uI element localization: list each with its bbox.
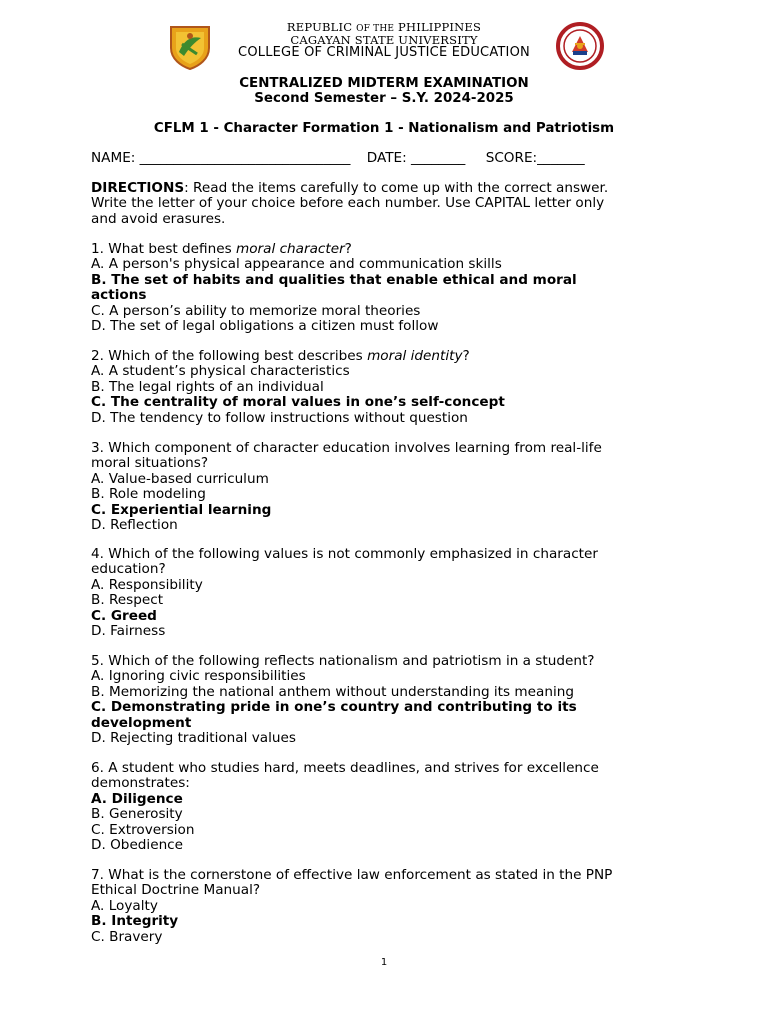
choice-b: B. Role modeling xyxy=(91,486,206,503)
question-1 xyxy=(91,242,691,334)
name-field[interactable]: NAME: _______________________________ xyxy=(91,150,351,166)
date-field[interactable]: DATE: ________ xyxy=(366,150,466,166)
choice-a: A. Loyalty xyxy=(91,897,158,914)
choice-c-answer: C. Experiential learning xyxy=(91,501,272,518)
score-field[interactable]: SCORE:_______ xyxy=(485,150,585,166)
choice-a: A. Responsibility xyxy=(91,576,203,593)
choice-d: D. Rejecting traditional values xyxy=(91,730,296,747)
question-7 xyxy=(91,868,691,945)
question-stem: 6. A student who studies hard, meets deadlines, and strives for excellence xyxy=(91,760,599,776)
question-stem-cont: education? xyxy=(91,561,166,578)
choice-c-answer: C. Demonstrating pride in one’s country and contributing to its xyxy=(91,699,577,716)
choice-c-answer: C. Greed xyxy=(91,607,157,624)
choice-d: D. The tendency to follow instructions without question xyxy=(91,409,468,426)
question-stem: 5. Which of the following reflects nationalism and patriotism in a student? xyxy=(91,653,595,669)
question-stem-cont: Ethical Doctrine Manual? xyxy=(91,882,261,899)
question-stem: 3. Which component of character education involves learning from real-life xyxy=(91,440,602,456)
choice-a: A. Ignoring civic responsibilities xyxy=(91,668,306,685)
university-name: CAGAYAN STATE UNIVERSITY xyxy=(290,33,478,47)
question-3 xyxy=(91,441,691,533)
college-name: COLLEGE OF CRIMINAL JUSTICE EDUCATION xyxy=(238,45,530,60)
student-info-row xyxy=(91,150,585,166)
question-5 xyxy=(91,654,691,746)
choice-a: A. Value-based curriculum xyxy=(91,470,269,487)
choice-b: B. Generosity xyxy=(91,806,183,823)
choice-d: D. Obedience xyxy=(91,837,184,854)
question-stem: 2. Which of the following best describes moral identity? xyxy=(91,348,470,364)
choice-a: A. A student’s physical characteristics xyxy=(91,363,350,380)
course-title: CFLM 1 - Character Formation 1 - Nationalism and Patriotism xyxy=(153,121,615,136)
directions: DIRECTIONS: Read the items carefully to come up with the correct answer. Write the letter of your choice before each number. Use CAPITAL letter only and avoid erasures. xyxy=(91,180,609,227)
choice-d: D. Fairness xyxy=(91,623,166,640)
directions-label: DIRECTIONS xyxy=(91,180,185,196)
choice-b: B. The legal rights of an individual xyxy=(91,378,324,395)
choice-b-answer: B. Integrity xyxy=(91,913,179,930)
choice-b-answer: B. The set of habits and qualities that enable ethical and moral xyxy=(91,271,577,288)
question-stem: 7. What is the cornerstone of effective law enforcement as stated in the PNP xyxy=(91,867,613,883)
exam-title: CENTRALIZED MIDTERM EXAMINATION xyxy=(239,76,529,91)
choice-c-answer: C. The centrality of moral values in one’s self-concept xyxy=(91,394,505,411)
question-stem-cont: moral situations? xyxy=(91,455,209,472)
republic-line: REPUBLIC OF THE PHILIPPINES xyxy=(286,20,482,34)
choice-c-answer-cont: development xyxy=(91,714,192,731)
choice-c: C. A person’s ability to memorize moral theories xyxy=(91,302,421,319)
question-stem: 1. What best defines moral character? xyxy=(91,241,352,257)
page-number: 1 xyxy=(380,957,388,968)
choice-c: C. Extroversion xyxy=(91,821,195,838)
choice-c: C. Bravery xyxy=(91,928,163,945)
question-6 xyxy=(91,761,691,853)
choice-d: D. The set of legal obligations a citizen must follow xyxy=(91,318,439,335)
exam-semester: Second Semester – S.Y. 2024-2025 xyxy=(254,91,514,106)
choice-a: A. A person's physical appearance and communication skills xyxy=(91,256,502,273)
choice-b: B. Memorizing the national anthem without understanding its meaning xyxy=(91,683,574,700)
choice-a-answer: A. Diligence xyxy=(91,790,183,807)
question-4 xyxy=(91,547,691,639)
question-2 xyxy=(91,349,691,426)
question-stem-cont: demonstrates: xyxy=(91,775,190,792)
choice-b-answer-cont: actions xyxy=(91,287,147,304)
choice-d: D. Reflection xyxy=(91,517,178,534)
choice-b: B. Respect xyxy=(91,592,164,609)
question-stem: 4. Which of the following values is not commonly emphasized in character xyxy=(91,546,598,562)
